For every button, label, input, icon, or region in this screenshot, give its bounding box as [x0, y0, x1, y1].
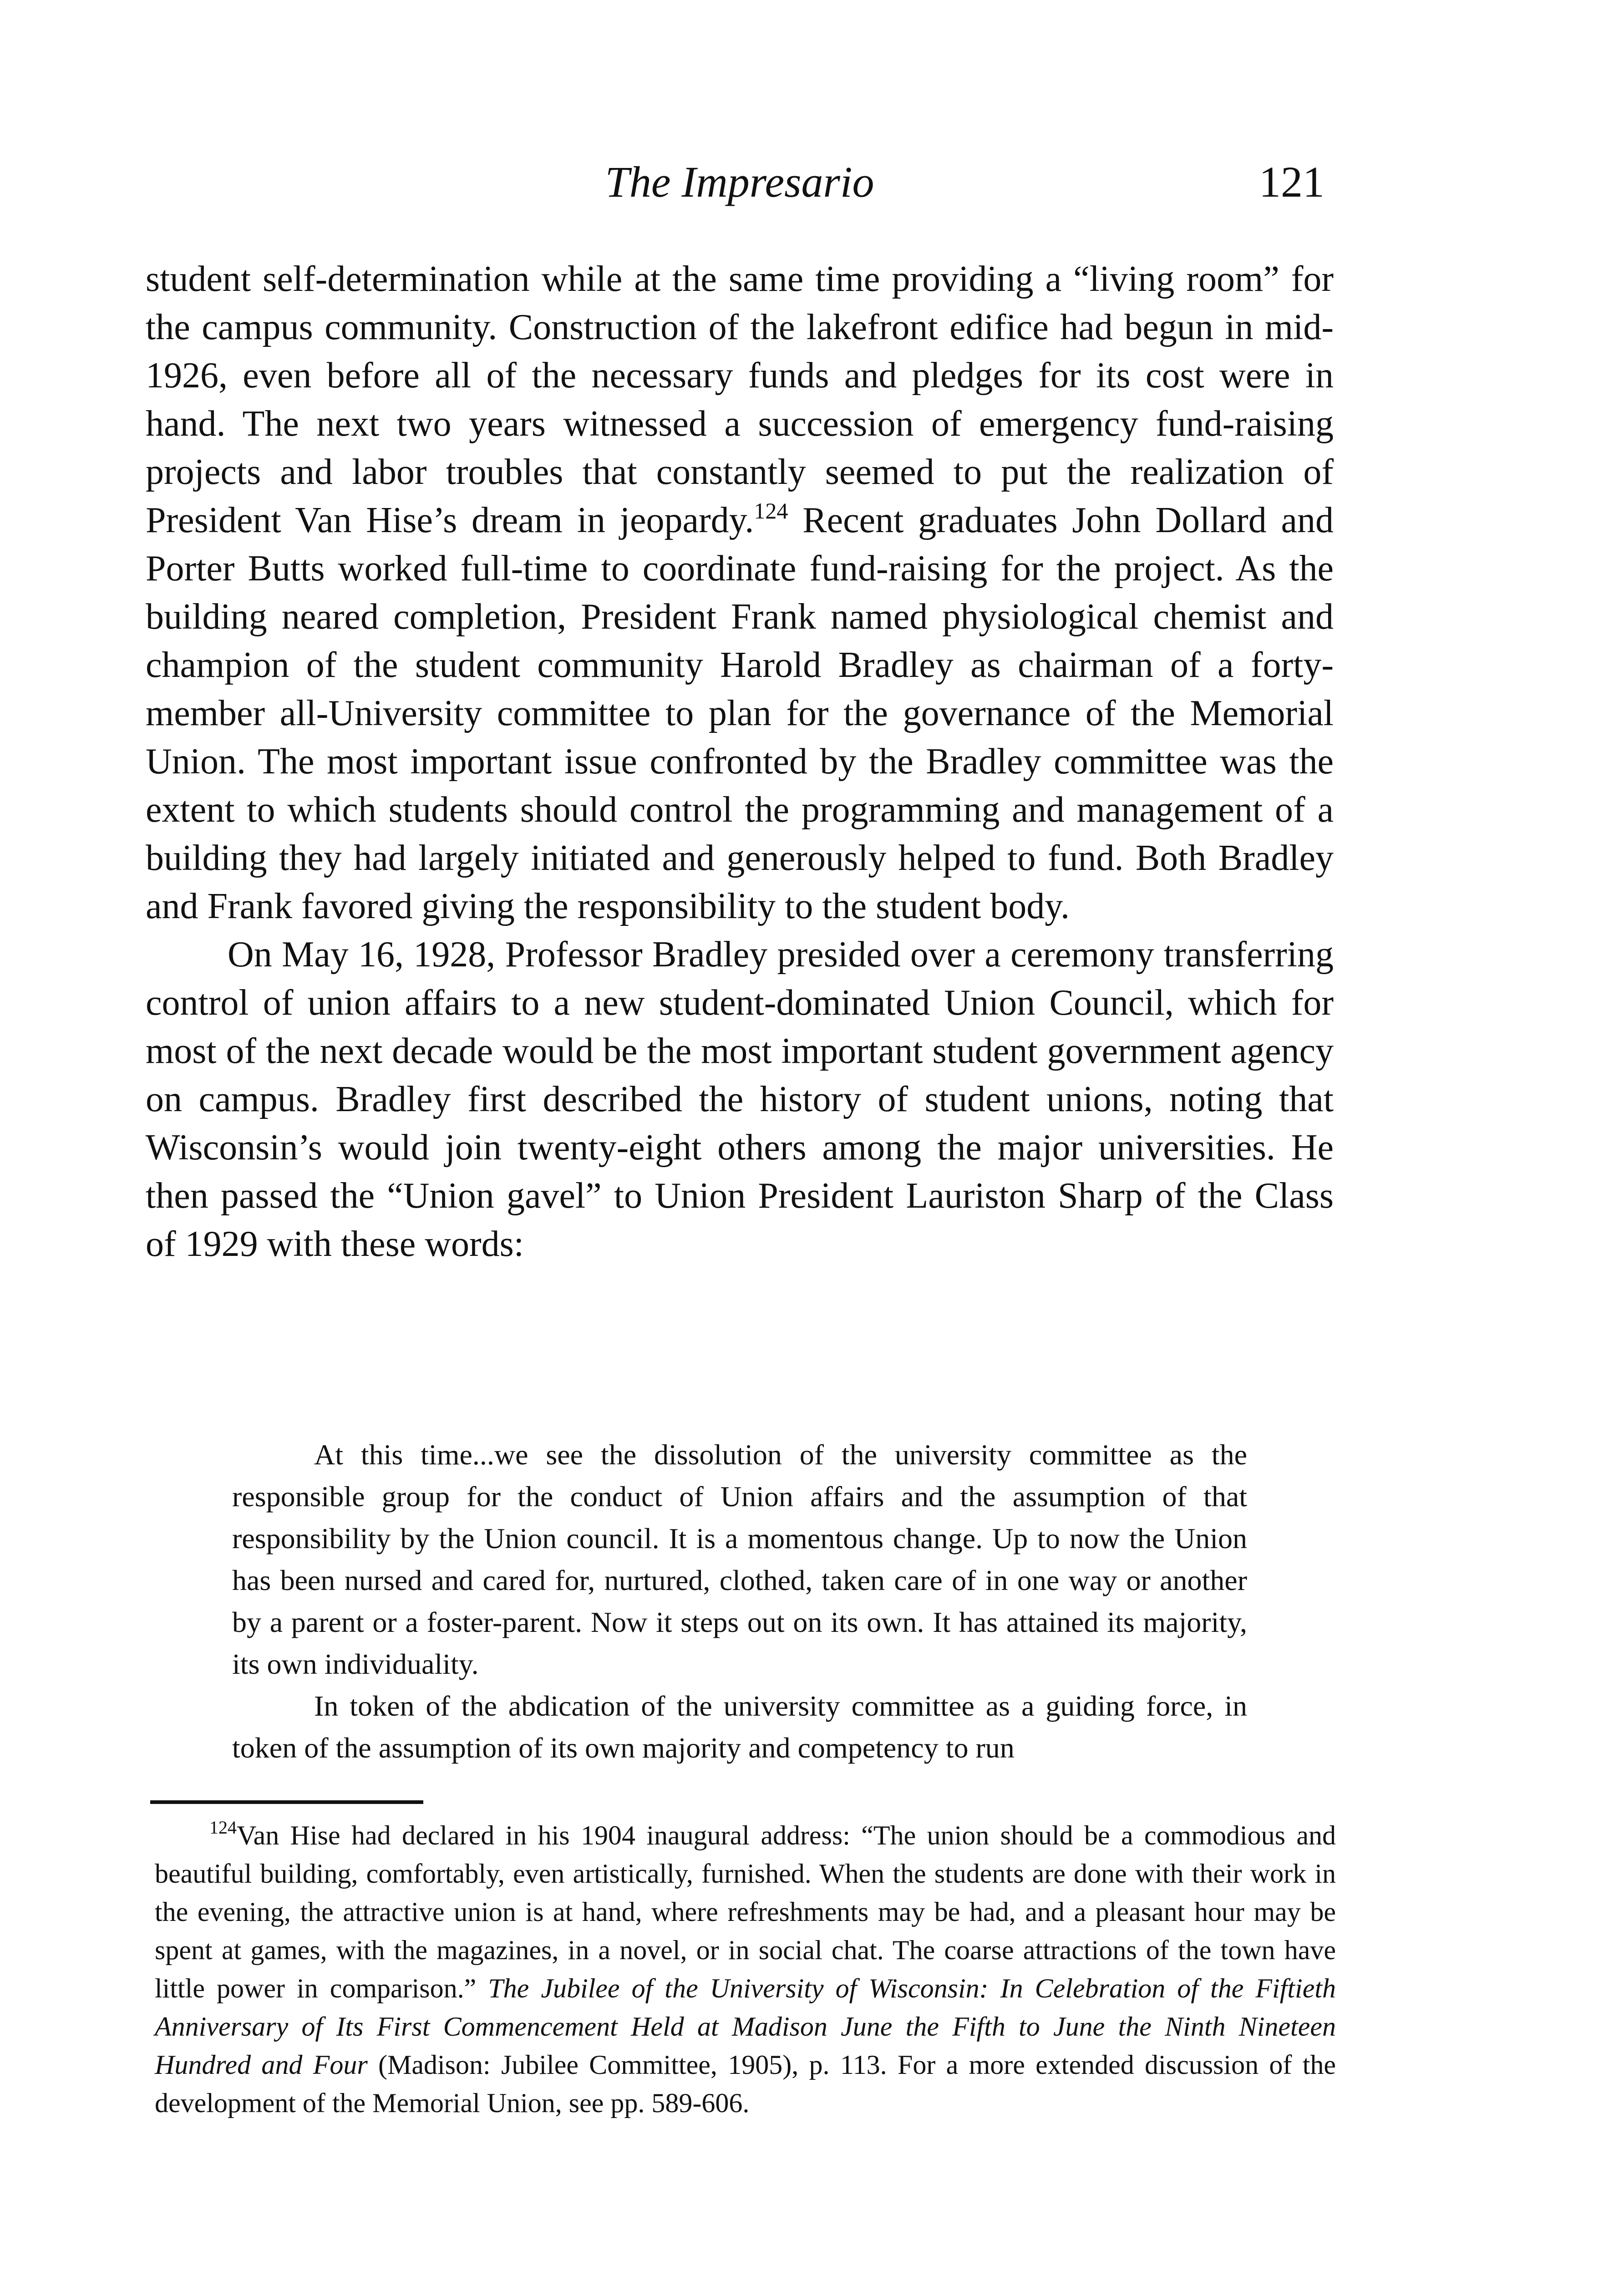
paragraph-1-part-b: Recent graduates John Dollard and Porter Butts worked full-time to coordinate fund-raising for the project. As the building neared completion, President Frank named physiological chemist and champion of the student community Harold Bradley as chairman of a forty-member all-University committee to plan for the governance of the Memorial Union. The most important issue confronted by the Bradley committee was the extent to which students should control the programming and management of a building they had largely initiated and generously helped to fund. Both Bradley and Frank favored giving the responsibility to the student body. — [146, 500, 1334, 926]
page-number: 121 — [1259, 157, 1325, 206]
footnote-text-a: Van Hise had declared in his 1904 inaugural address: “The union should be a commodious and beautiful building, comfortably, even artistically, furnished. When the students are done with their work in the evening, the attractive union is at hand, where refreshments may be had, and a pleasant hour may be spent at games, with the magazines, in a novel, or in social chat. The coarse attractions of the town have little power in comparison.” — [155, 1820, 1336, 2003]
footnote-reference: 124 — [754, 498, 788, 523]
quote-paragraph-1: At this time...we see the dissolution of the university committee as the responsible group for the conduct of Union affairs and the assumption of that responsibility by the Union council. It is a momentous change. Up to now the Union has been nursed and cared for, nurtured, clothed, taken care of in one way or another by a parent or a foster-parent. Now it steps out on its own. It has attained its majority, its own individuality. — [232, 1438, 1247, 1680]
footnote-cited-title: The Jubilee of the University of Wisconsin: In Celebration of the Fiftieth Anniversary of Its First Commencement Held at Madison June the Fifth to June the Ninth Nineteen Hundred and Four — [155, 1973, 1336, 2080]
block-quote — [232, 1434, 1247, 1769]
footnote-paragraph — [155, 1816, 1336, 2122]
running-title: The Impresario — [605, 157, 874, 206]
footnote-divider — [150, 1800, 423, 1804]
paragraph-1-part-a: student self-determination while at the same time providing a “living room” for the campus community. Construction of the lakefront edifice had begun in mid-1926, even before all of the necessary funds and pledges for its cost were in hand. The next two years witnessed a succession of emergency fund-raising projects and labor troubles that constantly seemed to put the realization of President Van Hise’s dream in jeopardy. — [146, 259, 1334, 540]
footnote-text-b: (Madison: Jubilee Committee, 1905), p. 113. For a more extended discussion of the development of the Memorial Union, see pp. 589-606. — [155, 2050, 1336, 2118]
running-head — [146, 150, 1334, 214]
body-text — [146, 255, 1334, 1268]
footnote-number: 124 — [209, 1817, 237, 1838]
paragraph-2: On May 16, 1928, Professor Bradley presided over a ceremony transferring control of union affairs to a new student-dominated Union Council, which for most of the next decade would be the most important student government agency on campus. Bradley first described the history of student unions, noting that Wisconsin’s would join twenty-eight others among the major universities. He then passed the “Union gavel” to Union President Lauriston Sharp of the Class of 1929 with these words: — [146, 935, 1334, 1264]
quote-paragraph-2: In token of the abdication of the university committee as a guiding force, in token of the assumption of its own majority and competency to run — [232, 1690, 1247, 1764]
footnote — [155, 1816, 1336, 2122]
paragraph-1 — [146, 255, 1334, 930]
